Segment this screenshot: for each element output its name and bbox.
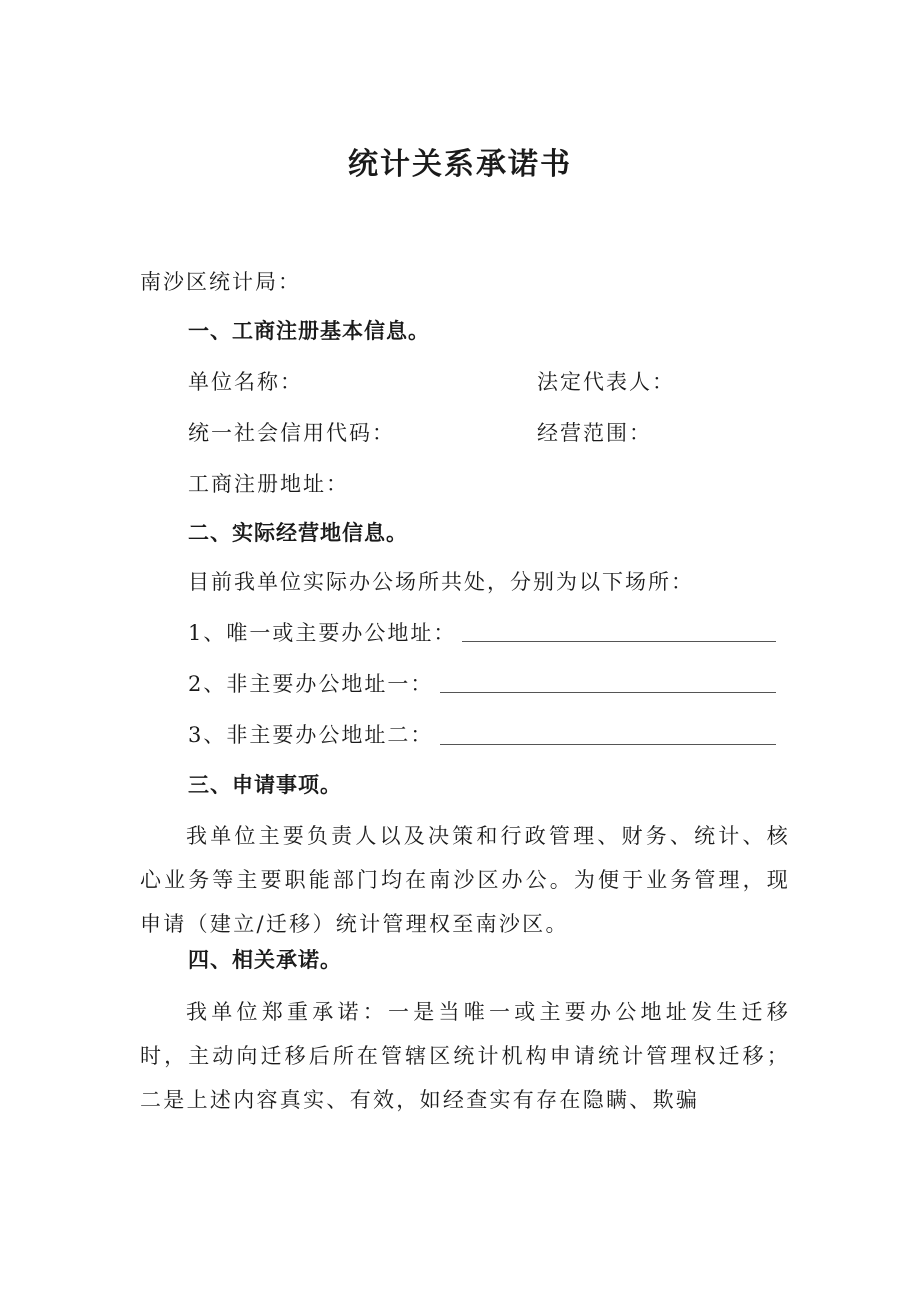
address2-label: 2、非主要办公地址一： xyxy=(188,672,434,696)
address1-label: 1、唯一或主要办公地址： xyxy=(188,621,457,645)
section4-heading: 四、相关承诺。 xyxy=(188,948,342,972)
section1-heading: 一、工商注册基本信息。 xyxy=(188,319,430,343)
address1-blank-line xyxy=(462,641,776,642)
section3-heading: 三、申请事项。 xyxy=(188,773,342,797)
section2-heading: 二、实际经营地信息。 xyxy=(188,521,408,545)
salutation: 南沙区统计局： xyxy=(140,270,301,294)
section4-body: 我单位郑重承诺：一是当唯一或主要办公地址发生迁移时，主动向迁移后所在管辖区统计机构申请统计管理权迁移；二是上述内容真实、有效，如经查实有存在隐瞒、欺骗 xyxy=(140,1000,790,1112)
credit-code-label: 统一社会信用代码： xyxy=(188,421,395,445)
unit-name-label: 单位名称： xyxy=(188,370,303,394)
reg-address-label: 工商注册地址： xyxy=(188,472,349,496)
legal-rep-label: 法定代表人： xyxy=(537,370,675,394)
document-title: 统计关系承诺书 xyxy=(348,147,572,182)
business-scope-label: 经营范围： xyxy=(537,421,652,445)
section3-body: 我单位主要负责人以及决策和行政管理、财务、统计、核心业务等主要职能部门均在南沙区办公。为便于业务管理，现申请（建立/迁移）统计管理权至南沙区。 xyxy=(140,824,790,936)
section2-intro: 目前我单位实际办公场所共处，分别为以下场所： xyxy=(188,570,694,594)
address2-blank-line xyxy=(440,692,776,693)
address3-blank-line xyxy=(440,744,776,745)
address3-label: 3、非主要办公地址二： xyxy=(188,723,434,747)
